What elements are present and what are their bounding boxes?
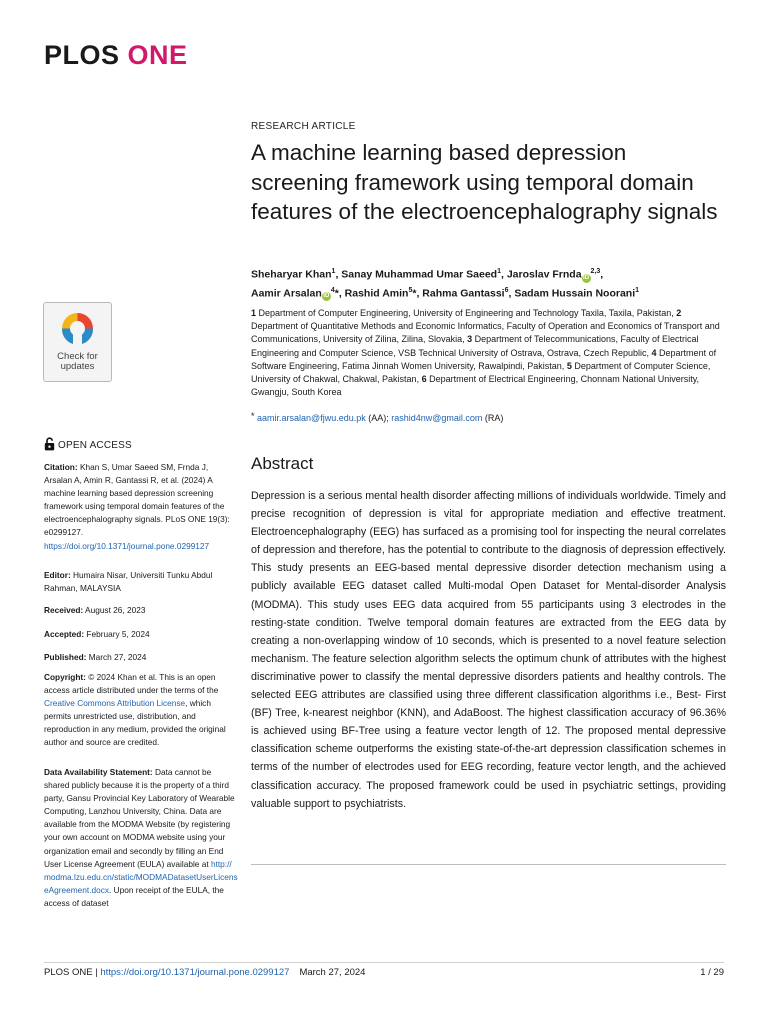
data-availability-text: Data cannot be shared publicly because it is the property of a third party, Gansu Provincial Key Laboratory of Wearable Computing, Lanzhou University, China. Data are available from the MODMA Website (by registering your own account on MODMA website using your organization email and secondly by filling an End User License Agreement (EULA) available at	[44, 767, 235, 869]
orcid-icon[interactable]: iD	[583, 274, 590, 281]
orcid-icon[interactable]: iD	[323, 293, 330, 299]
affil-text: Department of Software Engineering, Fatima Jinnah Women University, Rawalpindi, Pakistan,	[251, 347, 717, 371]
affil-text: Department of Computer Engineering, University of Engineering and Technology Taxila, Taxila, Pakistan,	[256, 308, 677, 318]
published-block	[44, 651, 238, 664]
author-affil: 4	[330, 286, 335, 294]
affil-number: 3	[467, 334, 473, 345]
author-name: Sanay Muhammad Umar Saeed	[341, 268, 498, 281]
affil-number: 1	[251, 308, 257, 318]
author-name: Sheharyar Khan	[251, 268, 332, 281]
affil-text: Department of Quantitative Methods and Economic Informatics, Faculty of Operation and Economics of Transport and Communications, University of Zilina, Zilina, Slovakia,	[251, 321, 720, 345]
affil-number: 2	[676, 308, 682, 318]
corresponding-star: *	[251, 411, 255, 421]
open-access-label	[44, 437, 132, 451]
author-name: Rahma Gantassi	[422, 287, 505, 299]
email-link[interactable]: rashid4nw@gmail.com	[391, 413, 483, 423]
author-affil: 1	[331, 268, 336, 275]
check-updates-line1: Check for	[57, 351, 98, 362]
author-affil: 1	[497, 268, 501, 275]
author-name: Rashid Amin	[344, 287, 409, 299]
journal-logo	[44, 40, 188, 71]
page-number: 1 / 29	[700, 967, 724, 978]
email-initials: (AA);	[365, 413, 392, 423]
page-footer	[44, 967, 365, 978]
email-initials: (RA)	[482, 413, 504, 423]
check-for-updates-badge[interactable]	[43, 302, 112, 382]
corresponding-star: *	[412, 287, 417, 299]
author-name: Sadam Hussain Noorani	[514, 287, 636, 299]
logo-plos: PLOS	[44, 40, 120, 70]
license-link[interactable]: Creative Commons Attribution License	[44, 698, 186, 709]
copyright-text: © 2024 Khan et al. This is an open access article distributed under the terms of the	[44, 672, 219, 696]
editor-label: Editor:	[44, 570, 71, 580]
logo-one: ONE	[127, 40, 188, 70]
editor-text: Humaira Nisar, Universiti Tunku Abdul Rahman, MALAYSIA	[44, 570, 213, 594]
open-lock-icon	[44, 437, 55, 451]
affil-text: Department of Electrical Engineering, Chonnam National University, Gwangju, South Korea	[251, 374, 700, 398]
correspondence	[251, 411, 503, 423]
citation-doi-link[interactable]: https://doi.org/10.1371/journal.pone.0299127	[44, 540, 210, 551]
accepted-block	[44, 628, 238, 641]
copyright-block	[44, 671, 238, 750]
author-list: Sheharyar Khan$^1$, Sanay Muhammad Umar Saeed$^1$, Jaroslav Frnda iD$^{2,3}$, Aamir Arsalan $iD^4*$, Rashid Amin$^5$*, Rahma Gantassi$^6$, Sadam Hussain Noorani$^1$	[251, 268, 640, 299]
abstract-heading: Abstract	[251, 454, 314, 473]
affiliations	[251, 307, 721, 399]
received-block	[44, 604, 238, 617]
citation-label: Citation:	[44, 462, 78, 472]
copyright-label: Copyright:	[44, 672, 86, 682]
copyright-text: , which permits unrestricted use, distribution, and reproduction in any medium, provided the original author and source are credited.	[44, 698, 226, 748]
abstract-divider	[251, 864, 726, 865]
affil-text: Department of Computer Science, University of Chakwal, Chakwal, Pakistan,	[251, 360, 711, 385]
published-date: March 27, 2024	[86, 652, 147, 662]
affil-number: 5	[566, 360, 572, 371]
received-date: August 26, 2023	[83, 605, 146, 615]
check-updates-label	[44, 352, 111, 372]
accepted-label: Accepted:	[44, 629, 85, 639]
affil-number: 4	[651, 347, 657, 358]
footer-divider	[44, 962, 724, 963]
article-type: RESEARCH ARTICLE	[251, 121, 356, 132]
author-name[interactable]: Jaroslav Frnda	[506, 268, 582, 281]
open-access-text: OPEN ACCESS	[58, 440, 132, 451]
accepted-date: February 5, 2024	[84, 629, 150, 639]
check-updates-line2: updates	[60, 361, 95, 372]
footer-date: March 27, 2024	[299, 967, 366, 978]
data-availability-label: Data Availability Statement:	[44, 767, 153, 777]
check-updates-icon	[59, 310, 96, 348]
footer-doi-link[interactable]: https://doi.org/10.1371/journal.pone.0299127	[100, 967, 290, 978]
citation-block	[44, 461, 238, 553]
corresponding-star: *	[334, 287, 339, 299]
editor-block	[44, 569, 238, 595]
author-name[interactable]: Aamir Arsalan	[251, 287, 322, 299]
article-title: A machine learning based depression screening framework using temporal domain features of the electroencephalography signals	[251, 140, 718, 224]
published-label: Published:	[44, 652, 87, 662]
author-affil: 5	[408, 286, 413, 294]
data-availability-block	[44, 766, 238, 910]
author-affil: 6	[504, 286, 509, 294]
citation-text: Khan S, Umar Saeed SM, Frnda J, Arsalan A, Amin R, Gantassi R, et al. (2024) A machine learning based depression screening framework using temporal domain features of the electroencephalography signals. PLoS ONE 19(3): e0299127.	[44, 462, 230, 538]
email-link[interactable]: aamir.arsalan@fjwu.edu.pk	[257, 413, 366, 423]
modma-license-link[interactable]: http://modma.lzu.edu.cn/static/MODMADatasetUserLicenseAgreement.docx	[44, 858, 238, 895]
data-availability-text: . Upon receipt of the EULA, the access of dataset	[44, 884, 224, 908]
affil-number: 6	[421, 374, 427, 385]
abstract-body: Depression is a serious mental health disorder affecting millions of individuals worldwide. Timely and precise recognition of depression is vital for appropriate mediation and effective treatment. Electroencephalography (EEG) has surfaced as a promising tool for inspecting the neural correlates of depression and therefore, has the potential to contribute to the diagnosis of depression effectively. This study presents an EEG-based mental depressive disorder detection mechanism using a publicly available EEG dataset called Multi-modal Open Dataset for Mental-disorder Analysis (MODMA). This study uses EEG data acquired from 55 participants using 3 electrodes in the resting-state condition. Twelve temporal domain features are extracted from the EEG data by creating a non-overlapping window of 10 seconds, which is presented to a novel feature selection mechanism. The feature selection algorithm selects the optimum chunk of attributes with the highest discriminative power to classify the mental depressive disorders patients and healthy controls. The selected EEG attributes are classified using three different classification algorithms i.e., Best- First (BF) Tree, k-nearest neighbor (KNN), and AdaBoost. The highest classification accuracy of 96.36% is achieved using BF-Tree using a feature vector length of 12. The proposed mental depressive classification scheme outperforms the existing state-of-the-art depression classification schemes in terms of the number of electrodes used for EEG recording, feature vector length, and the achieved classification accuracy. The proposed framework could be used in psychiatric settings, providing valuable support to psychiatrists.	[251, 490, 726, 810]
footer-journal: PLOS ONE |	[44, 967, 101, 978]
author-affil: 2,3	[590, 268, 601, 275]
author-affil: 1	[635, 286, 640, 294]
affil-text: Department of Telecommunications, Faculty of Electrical Engineering and Computer Science, VSB Technical University of Ostrava, Ostrava, Czech Republic,	[251, 334, 699, 358]
received-label: Received:	[44, 605, 84, 615]
